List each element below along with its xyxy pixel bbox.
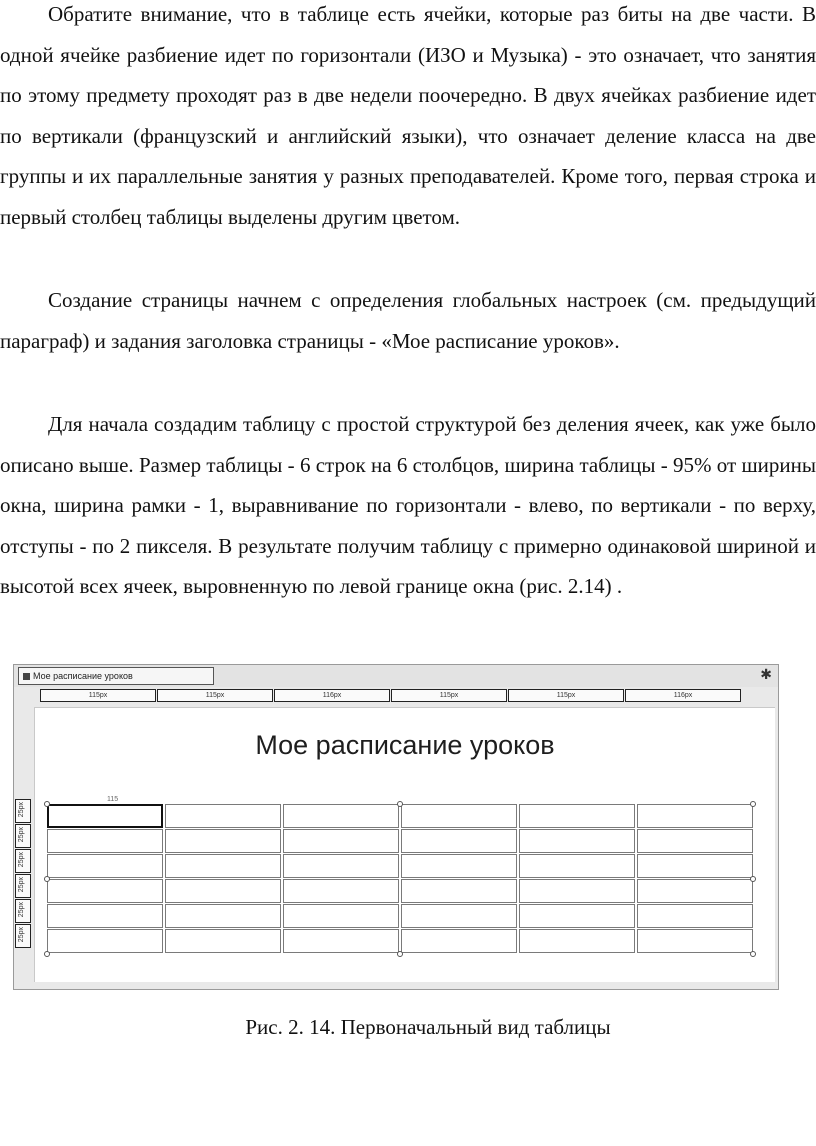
table-cell[interactable] xyxy=(283,854,399,878)
selected-cell-width-label: 115 xyxy=(107,796,119,803)
row-ruler-cell[interactable] xyxy=(15,824,31,848)
paragraph-1: Обратите внимание, что в таблице есть ячейки, которые раз биты на две части. В одной ячейке разбиение идет по горизонтали (ИЗО и Музыка) - это означает, что занятия по этому предмету проходят раз в две недели поочередно. В двух ячейках разбиение идет по вертикали (французский и английский языки), что означает деление класса на две группы и их параллельные занятия у разных преподавателей. Кроме того, первая строка и первый столбец таблицы выделены другим цветом. xyxy=(0,2,816,229)
table-cell[interactable] xyxy=(283,804,399,828)
window-tab[interactable] xyxy=(18,667,214,685)
row-ruler-label: 25px xyxy=(18,877,25,893)
resize-handle[interactable] xyxy=(44,876,50,882)
page-icon xyxy=(23,673,30,680)
paragraph-3: Для начала создадим таблицу с простой структурой без деления ячеек, как уже было описано выше. Размер таблицы - 6 строк на 6 столбцов, ширина таблицы - 95% от ширины окна, ширина рамки - 1, выравнивание по горизонтали - влево, по вертикали - по верху, отступы - по 2 пикселя. В результате получим таблицу с примерно одинаковой шириной и высотой всех ячеек, выровненную по левой границе окна (рис. 2.14) . xyxy=(0,412,816,599)
table-cell[interactable] xyxy=(519,879,635,903)
table-cell[interactable] xyxy=(47,829,163,853)
table-cell[interactable] xyxy=(47,904,163,928)
table-cell[interactable] xyxy=(165,904,281,928)
row-ruler-label: 25px xyxy=(18,802,25,818)
row-ruler-cell[interactable] xyxy=(15,874,31,898)
column-ruler-cell[interactable]: 115px xyxy=(508,689,624,702)
column-ruler-cell[interactable]: 116px xyxy=(625,689,741,702)
table-cell[interactable] xyxy=(401,804,517,828)
row-ruler xyxy=(15,799,33,951)
table-cell[interactable] xyxy=(637,879,753,903)
row-ruler-label: 25px xyxy=(18,852,25,868)
window-tab-title: Мое расписание уроков xyxy=(33,671,133,681)
table-cell[interactable] xyxy=(519,829,635,853)
table-cell[interactable] xyxy=(401,879,517,903)
page-heading: Мое расписание уроков xyxy=(255,730,555,760)
table-cell[interactable] xyxy=(519,804,635,828)
resize-handle[interactable] xyxy=(750,801,756,807)
row-ruler-cell[interactable] xyxy=(15,899,31,923)
figure-screenshot xyxy=(13,664,779,990)
figure-caption: Рис. 2. 14. Первоначальный вид таблицы xyxy=(245,1015,611,1039)
table-cell[interactable] xyxy=(283,904,399,928)
table-cell[interactable] xyxy=(165,829,281,853)
table-cell[interactable] xyxy=(283,929,399,953)
table-cell[interactable] xyxy=(47,879,163,903)
table-cell[interactable] xyxy=(401,854,517,878)
row-ruler-label: 25px xyxy=(18,902,25,918)
table-cell[interactable] xyxy=(401,904,517,928)
table-cell[interactable] xyxy=(637,929,753,953)
paragraph-2: Создание страницы начнем с определения глобальных настроек (см. предыдущий параграф) и задания заголовка страницы - «Мое расписание уроков». xyxy=(0,288,816,353)
resize-handle[interactable] xyxy=(397,951,403,957)
table-cell[interactable] xyxy=(637,854,753,878)
table-cell[interactable] xyxy=(401,829,517,853)
table-cell[interactable] xyxy=(165,854,281,878)
window-tab-bar xyxy=(14,665,778,687)
table-cell[interactable] xyxy=(165,879,281,903)
table-cell[interactable] xyxy=(47,929,163,953)
table-cell[interactable] xyxy=(47,854,163,878)
table-cell[interactable] xyxy=(165,929,281,953)
table-cell[interactable] xyxy=(401,929,517,953)
resize-handle[interactable] xyxy=(44,801,50,807)
column-ruler-cell[interactable]: 116px xyxy=(274,689,390,702)
resize-handle[interactable] xyxy=(44,951,50,957)
column-ruler-cell[interactable]: 115px xyxy=(40,689,156,702)
table-cell[interactable] xyxy=(637,804,753,828)
table-cell-selected[interactable] xyxy=(47,804,163,828)
row-ruler-label: 25px xyxy=(18,827,25,843)
row-ruler-cell[interactable] xyxy=(15,924,31,948)
row-ruler-label: 25px xyxy=(18,927,25,943)
table-cell[interactable] xyxy=(165,804,281,828)
table-cell[interactable] xyxy=(283,879,399,903)
column-ruler-cell[interactable]: 115px xyxy=(157,689,273,702)
table-cell[interactable] xyxy=(519,904,635,928)
table-cell[interactable] xyxy=(519,929,635,953)
resize-handle[interactable] xyxy=(750,876,756,882)
column-ruler xyxy=(40,689,774,703)
close-icon[interactable]: ✱ xyxy=(760,667,772,683)
table-cell[interactable] xyxy=(637,904,753,928)
resize-handle[interactable] xyxy=(750,951,756,957)
resize-handle[interactable] xyxy=(397,801,403,807)
table-cell[interactable] xyxy=(519,854,635,878)
column-ruler-cell[interactable]: 115px xyxy=(391,689,507,702)
table-cell[interactable] xyxy=(637,829,753,853)
table-cell[interactable] xyxy=(283,829,399,853)
row-ruler-cell[interactable] xyxy=(15,849,31,873)
row-ruler-cell[interactable] xyxy=(15,799,31,823)
schedule-table[interactable] xyxy=(47,804,755,956)
editor-canvas[interactable] xyxy=(34,707,775,982)
